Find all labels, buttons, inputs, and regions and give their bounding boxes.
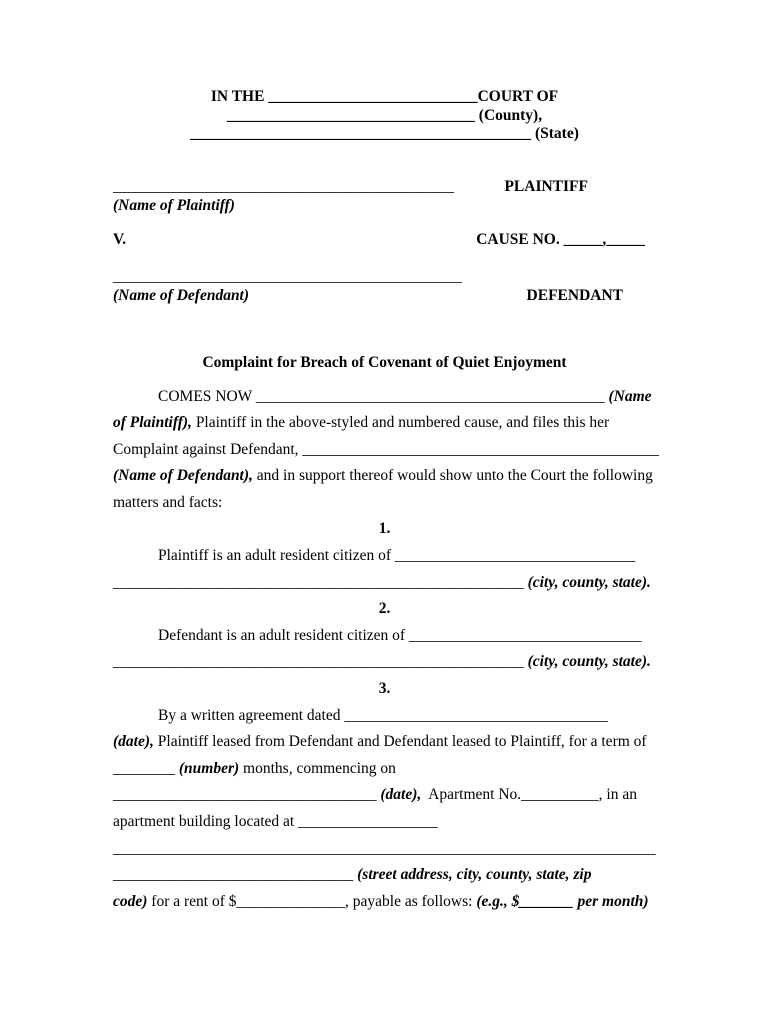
defendant-citizen-blank-2[interactable]: _____________________________________________________ bbox=[113, 653, 524, 671]
section-1-line-2 bbox=[113, 570, 656, 597]
address-line-1 bbox=[113, 836, 656, 863]
city-county-state-hint-1: (city, county, state). bbox=[523, 573, 651, 591]
defendant-row bbox=[113, 286, 656, 305]
name-of-plaintiff-hint-start: (Name bbox=[604, 387, 652, 405]
intro-line-1 bbox=[113, 384, 656, 411]
cause-no-blank[interactable]: _____,_____ bbox=[563, 230, 645, 248]
versus-label: V. bbox=[113, 230, 127, 248]
plaintiff-citizen-blank-1[interactable]: _______________________________ bbox=[394, 547, 636, 565]
defendant-citizen-text: Defendant is an adult resident citizen of bbox=[158, 626, 409, 644]
plaintiff-row bbox=[113, 177, 656, 196]
section-1-number: 1. bbox=[378, 520, 391, 538]
street-address-hint-start: (street address, city, county, state, zip bbox=[353, 866, 592, 884]
intro-text-1: Plaintiff in the above-styled and numbered cause, and files this her bbox=[191, 414, 610, 432]
plaintiff-hint-row bbox=[113, 196, 656, 215]
intro-line-3 bbox=[113, 437, 659, 464]
defendant-name-blank[interactable]: _____________________________________________ bbox=[113, 267, 462, 285]
rent-amount-blank[interactable]: ______________ bbox=[236, 892, 346, 910]
apartment-no-label: Apartment No. bbox=[421, 786, 522, 804]
section-3-line-3 bbox=[113, 756, 656, 783]
document-body bbox=[113, 384, 659, 916]
section-1-line-1 bbox=[113, 543, 656, 570]
state-label: (State) bbox=[531, 125, 579, 142]
intro-text-3: and in support thereof would show unto the Court the following bbox=[252, 467, 653, 485]
comes-now-plaintiff-blank[interactable]: _____________________________________________ bbox=[255, 387, 605, 405]
intro-text-2: Complaint against Defendant, bbox=[113, 440, 303, 458]
name-of-defendant-hint: (Name of Defendant), bbox=[113, 467, 253, 485]
document-title: Complaint for Breach of Covenant of Quiet Enjoyment bbox=[202, 353, 567, 371]
section-3-line-5 bbox=[113, 809, 656, 836]
apartment-no-blank[interactable]: __________ bbox=[521, 786, 599, 804]
county-blank[interactable]: ________________________________ bbox=[226, 106, 475, 124]
section-2-line-2 bbox=[113, 649, 656, 676]
case-caption bbox=[113, 177, 656, 305]
court-line-1 bbox=[113, 88, 656, 107]
section-3-number: 3. bbox=[378, 680, 391, 698]
section-2-line-1 bbox=[113, 623, 656, 650]
cause-no-group bbox=[476, 230, 645, 249]
number-hint: (number) bbox=[175, 759, 240, 777]
address-line-3 bbox=[113, 889, 656, 916]
court-line-3 bbox=[113, 125, 656, 144]
per-month-hint: (e.g., $_______ per month) bbox=[476, 892, 649, 910]
section-3-line-4 bbox=[113, 782, 656, 809]
court-of-label: COURT OF bbox=[477, 88, 559, 105]
date-hint-1: (date), bbox=[113, 733, 154, 751]
building-located-text: apartment building located at bbox=[113, 813, 299, 830]
defendant-label: DEFENDANT bbox=[526, 286, 623, 304]
rent-of-text: for a rent of $ bbox=[147, 892, 237, 910]
intro-line-4 bbox=[113, 463, 656, 490]
versus-row bbox=[113, 230, 656, 249]
section-3-line-2 bbox=[113, 729, 656, 756]
in-the-label: IN THE bbox=[210, 88, 269, 105]
cause-no-label: CAUSE NO. bbox=[476, 230, 564, 248]
term-months-blank[interactable]: ________ bbox=[113, 759, 175, 777]
plaintiff-citizen-text: Plaintiff is an adult resident citizen of bbox=[158, 547, 395, 565]
in-an-text: , in an bbox=[598, 786, 637, 804]
section-3-line-1 bbox=[113, 703, 656, 730]
defendant-blank-row bbox=[113, 267, 656, 286]
section-2-number: 2. bbox=[378, 600, 391, 618]
plaintiff-name-blank[interactable]: ____________________________________________ bbox=[113, 177, 454, 195]
county-label: (County), bbox=[474, 106, 543, 124]
city-county-state-hint-2: (city, county, state). bbox=[523, 653, 651, 671]
intro-line-5: matters and facts: bbox=[113, 493, 223, 511]
name-of-plaintiff-hint-end: of Plaintiff), bbox=[113, 414, 192, 432]
building-location-blank-3[interactable]: _______________________________ bbox=[113, 866, 354, 884]
agreement-date-blank[interactable]: __________________________________ bbox=[344, 706, 608, 724]
comes-now-label: COMES NOW bbox=[158, 387, 256, 405]
intro-line-2 bbox=[113, 410, 656, 437]
commencing-date-blank[interactable]: __________________________________ bbox=[113, 786, 377, 804]
payable-text: , payable as follows: bbox=[345, 892, 477, 910]
agreement-dated-text: By a written agreement dated bbox=[158, 706, 345, 724]
defendant-name-hint: (Name of Defendant) bbox=[113, 286, 250, 304]
plaintiff-name-hint: (Name of Plaintiff) bbox=[113, 196, 235, 214]
street-address-hint-end: code) bbox=[113, 892, 148, 910]
state-blank[interactable]: ____________________________________________ bbox=[190, 125, 532, 142]
court-line-2 bbox=[113, 107, 656, 126]
lease-text: Plaintiff leased from Defendant and Defendant leased to Plaintiff, for a term of bbox=[153, 733, 647, 751]
plaintiff-citizen-blank-2[interactable]: _____________________________________________________ bbox=[113, 573, 524, 591]
defendant-citizen-blank-1[interactable]: ______________________________ bbox=[408, 626, 642, 644]
court-header bbox=[113, 88, 656, 144]
building-location-blank-1[interactable]: __________________ bbox=[298, 813, 438, 830]
plaintiff-label: PLAINTIFF bbox=[504, 177, 588, 195]
building-location-blank-2[interactable]: ______________________________________________________________________ bbox=[113, 839, 656, 857]
court-name-blank[interactable]: ___________________________ bbox=[268, 88, 478, 105]
date-hint-2: (date), bbox=[376, 786, 422, 804]
complaint-defendant-blank[interactable]: ______________________________________________ bbox=[302, 440, 659, 458]
address-line-2 bbox=[113, 862, 656, 889]
months-commencing-text: months, commencing on bbox=[239, 759, 396, 777]
